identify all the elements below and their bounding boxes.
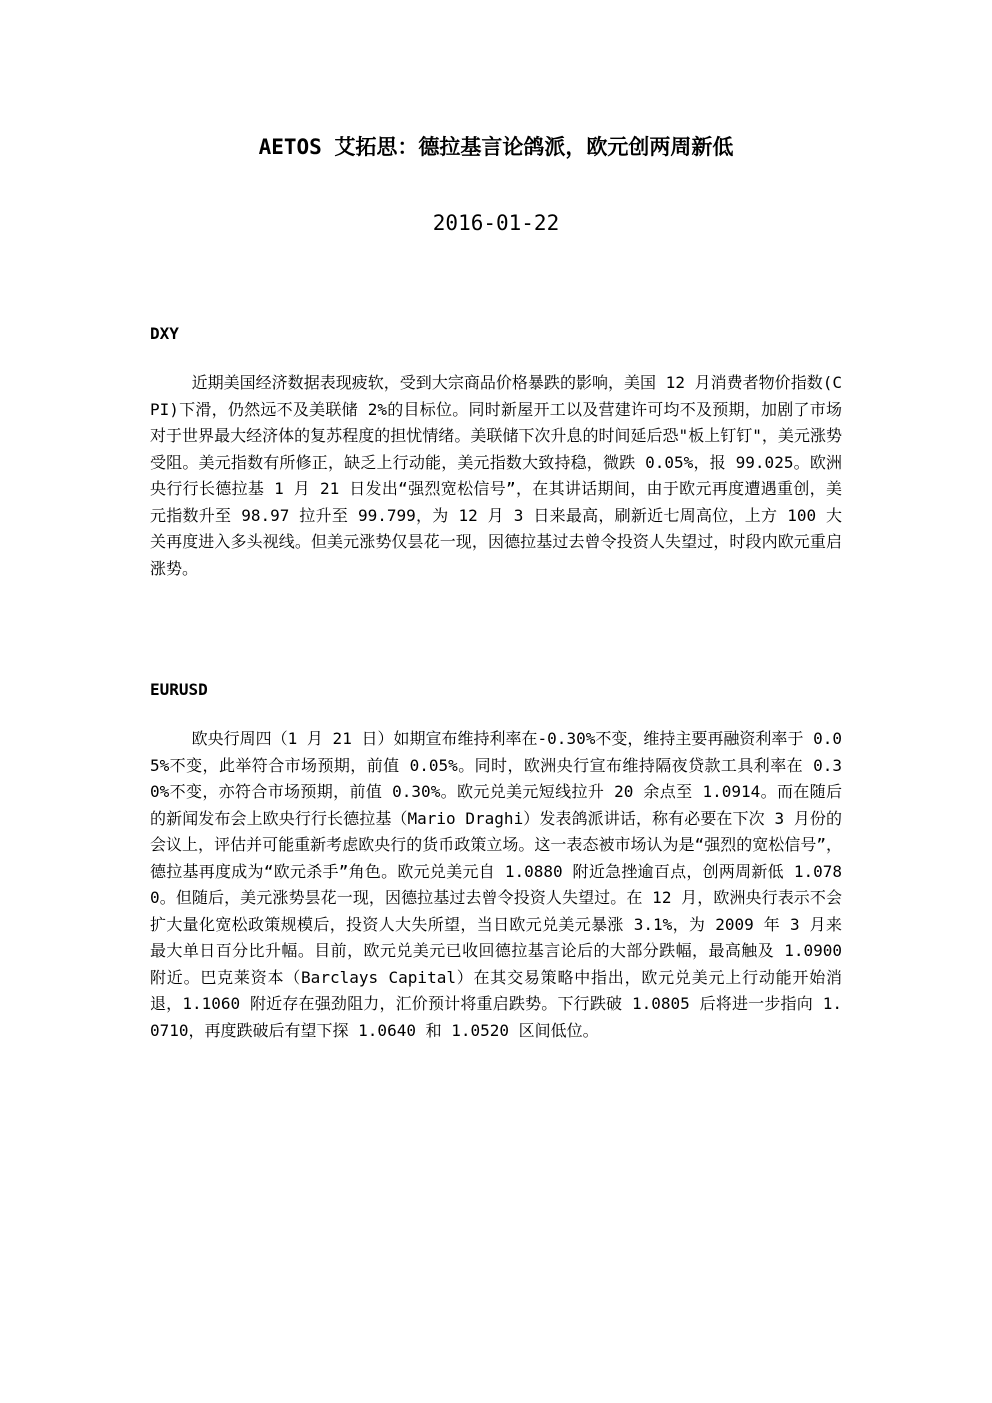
document-title: AETOS 艾拓思：德拉基言论鸽派，欧元创两周新低 bbox=[258, 135, 734, 159]
section-heading-eurusd: EURUSD bbox=[150, 680, 208, 699]
section-heading-dxy: DXY bbox=[150, 324, 179, 343]
section-body-eurusd: 欧央行周四（1 月 21 日）如期宣布维持利率在-0.30%不变，维持主要再融资利率于 0.05%不变，此举符合市场预期，前值 0.05%。同时，欧洲央行宣布维持隔夜贷款工具利率在 0.30%不变，亦符合市场预期，前值 0.30%。欧元兑美元短线拉升 20 余点至 1.0914。而在随后的新闻发布会上欧央行行长德拉基（Mario Draghi）发表鸽派讲话，称有必要在下次 3 月份的会议上，评估并可能重新考虑欧央行的货币政策立场。这一表态被市场认为是“强烈的宽松信号”，德拉基再度成为“欧元杀手”角色。欧元兑美元自 1.0880 附近急挫逾百点，创两周新低 1.0780。但随后，美元涨势昙花一现，因德拉基过去曾令投资人失望过。在 12 月，欧洲央行表示不会扩大量化宽松政策规模后，投资人大失所望，当日欧元兑美元暴涨 3.1%，为 2009 年 3 月来最大单日百分比升幅。目前，欧元兑美元已收回德拉基言论后的大部分跌幅，最高触及 1.0900 附近。巴克莱资本（Barclays Capital）在其交易策略中指出，欧元兑美元上行动能开始消退，1.1060 附近存在强劲阻力，汇价预计将重启跌势。下行跌破 1.0805 后将进一步指向 1.0710，再度跌破后有望下探 1.0640 和 1.0520 区间低位。 bbox=[150, 729, 842, 1040]
document-date: 2016-01-22 bbox=[432, 211, 560, 235]
section-body-dxy: 近期美国经济数据表现疲软，受到大宗商品价格暴跌的影响，美国 12 月消费者物价指数(CPI)下滑，仍然远不及美联储 2%的目标位。同时新屋开工以及营建许可均不及预期，加剧了市场对于世界最大经济体的复苏程度的担忧情绪。美联储下次升息的时间延后恐"板上钉钉"，美元涨势受阻。美元指数有所修正，缺乏上行动能，美元指数大致持稳，微跌 0.05%，报 99.025。欧洲央行行长德拉基 1 月 21 日发出“强烈宽松信号”，在其讲话期间，由于欧元再度遭遇重创，美元指数升至 98.97 拉升至 99.799，为 12 月 3 日来最高，刷新近七周高位，上方 100 大关再度进入多头视线。但美元涨势仅昙花一现，因德拉基过去曾令投资人失望过，时段内欧元重启涨势。 bbox=[150, 373, 842, 578]
